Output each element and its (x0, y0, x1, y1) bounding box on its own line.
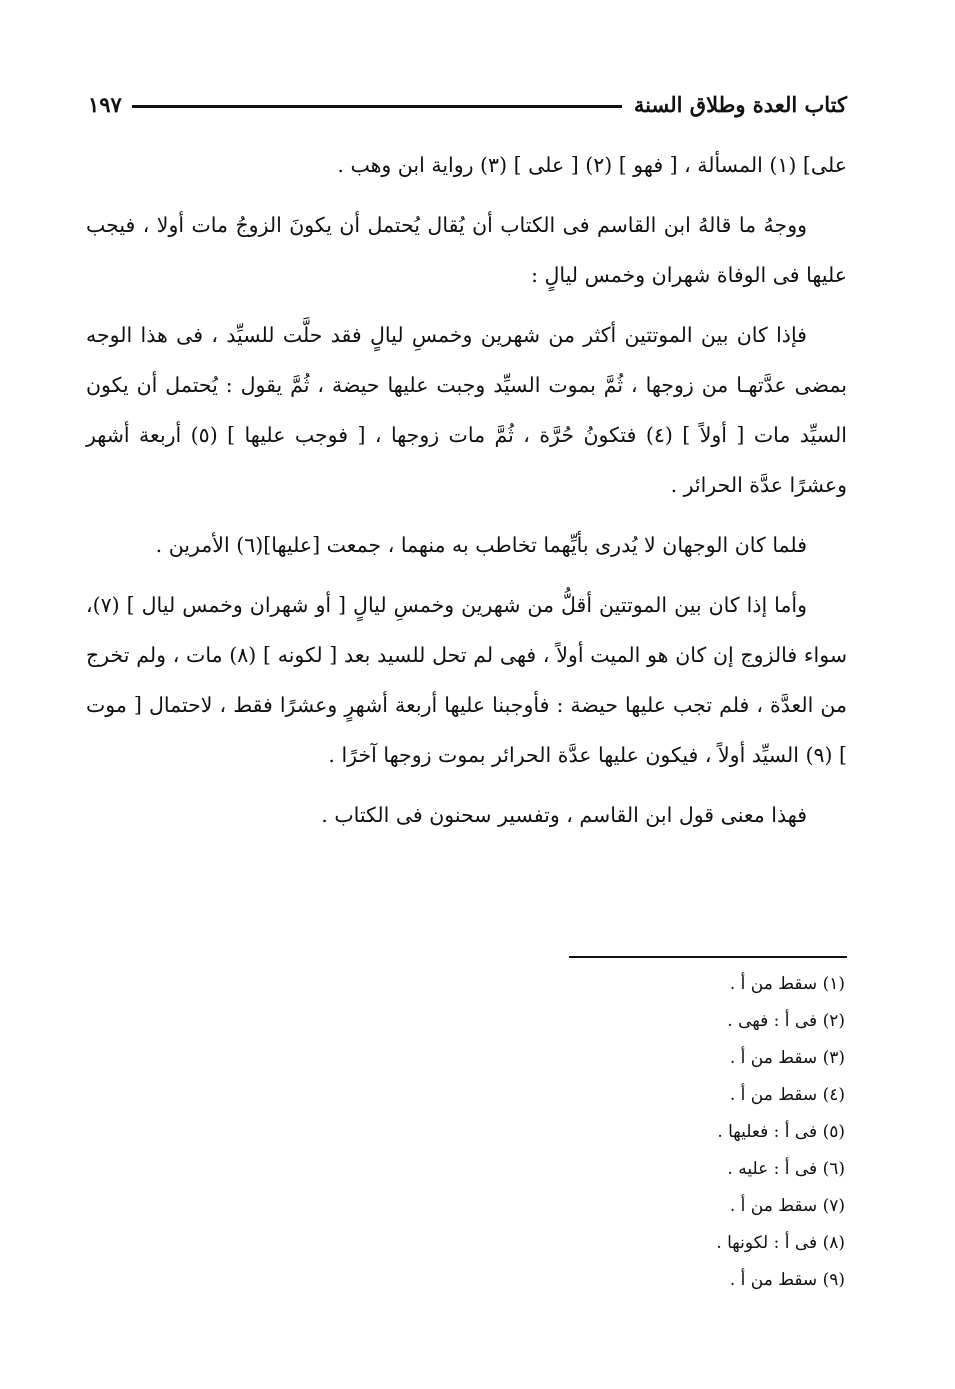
header-rule (132, 105, 622, 108)
footnote-9: (٩) سقط من أ . (729, 1270, 845, 1290)
footnotes-list (445, 966, 845, 1299)
footnote-6: (٦) فى أ : عليه . (727, 1159, 845, 1179)
paragraph-5: وأما إذا كان بين الموتتين أقلُّ من شهرين وخمسِ ليالٍ [ أو شهران وخمس ليال ] (٧)، سواء فالزوج إن كان هو الميت أولاً ، فهى لم تحل للسيد بعد [ لكونه ] (٨) مات ، ولم تخرج من العدَّة ، فلم تجب عليها حيضة : فأوجبنا عليها أربعة أشهرٍ وعشرًا فقط ، لاحتمال [ موت ] (٩) السيِّد أولاً ، فيكون عليها عدَّة الحرائر بموت زوجها آخرًا . (86, 593, 847, 767)
footnote-1: (١) سقط من أ . (729, 974, 845, 994)
footnote-7: (٧) سقط من أ . (729, 1196, 845, 1216)
paragraph-1: على] (١) المسألة ، [ فهو ] (٢) [ على ] (٣) رواية ابن وهب . (337, 153, 847, 177)
footnote-8: (٨) فى أ : لكونها . (716, 1233, 845, 1253)
running-header (88, 84, 847, 124)
paragraph-2: ووجهُ ما قالهُ ابن القاسم فى الكتاب أن يُقال يُحتمل أن يكونَ الزوجُ مات أولا ، فيجب عليها فى الوفاة شهران وخمس ليالٍ : (86, 213, 847, 287)
body-text (86, 140, 847, 850)
paragraph-6: فهذا معنى قول ابن القاسم ، وتفسير سحنون فى الكتاب . (321, 803, 807, 827)
paragraph-4: فلما كان الوجهان لا يُدرى بأيِّهما تخاطب به منهما ، جمعت [عليها](٦) الأمرين . (155, 533, 807, 557)
footnote-2: (٢) فى أ : فهى . (727, 1011, 845, 1031)
running-title: كتاب العدة وطلاق السنة (633, 91, 847, 117)
page-number: ١٩٧ (88, 91, 122, 117)
footnote-rule (569, 956, 847, 958)
footnote-3: (٣) سقط من أ . (729, 1048, 845, 1068)
footnote-5: (٥) فى أ : فعليها . (717, 1122, 845, 1142)
paragraph-3: فإذا كان بين الموتتين أكثر من شهرين وخمسِ ليالٍ فقد حلَّت للسيِّد ، فى هذا الوجه بمضى عدَّتهـا من زوجها ، ثُمَّ بموت السيِّد وجبت عليها حيضة ، ثُمَّ يقول : يُحتمل أن يكون السيِّد مات [ أولاً ] (٤) فتكونُ حُرَّة ، ثُمَّ مات زوجها ، [ فوجب عليها ] (٥) أربعة أشهر وعشرًا عدَّة الحرائر . (86, 323, 847, 497)
footnote-4: (٤) سقط من أ . (729, 1085, 845, 1105)
